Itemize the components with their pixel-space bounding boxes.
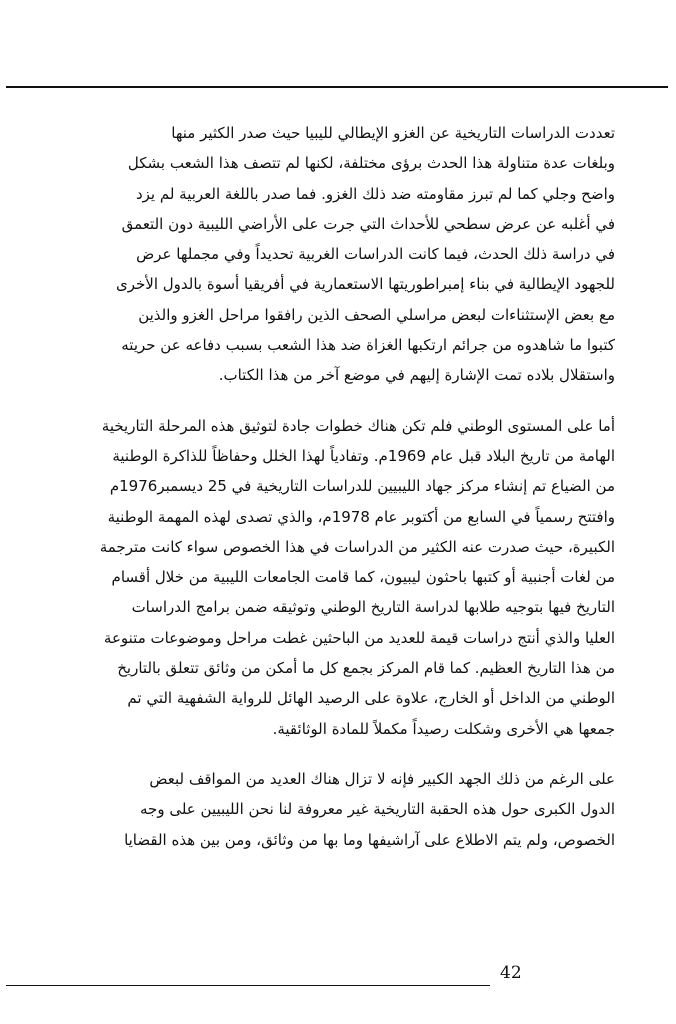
text-line: من لغات أجنبية أو كتبها باحثون ليبيون، كما قامت الجامعات الليبية من خلال أقسام [111,568,615,587]
text-line: أما على المستوى الوطني فلم تكن هناك خطوات جادة لتوثيق هذه المرحلة التاريخية [101,416,615,435]
text-line: واضح وجلي كما لم تبرز مقاومته ضد ذلك الغزو. فما صدر باللغة العربية لم يزد [135,184,615,203]
text-line: على الرغم من ذلك الجهد الكبير فإنه لا تزال هناك العديد من المواقف لبعض [149,769,615,788]
page-number: 42 [500,963,522,983]
text-line: للجهود الإيطالية في بناء إمبراطوريتها الاستعمارية في أفريقيا أسوة بالدول الأخرى [115,275,615,294]
text-line: كتبوا ما شاهدوه من جرائم ارتكبها الغزاة ضد هذا الشعب بسبب دفاعه عن حريته [121,336,615,355]
text-line: مع بعض الإستثناءات لبعض مراسلي الصحف الذين رافقوا مراحل الغزو والذين [138,305,615,324]
text-line: الدول الكبرى حول هذه الحقبة التاريخية غير معروفة لنا نحن الليبيين على وجه [140,800,615,819]
text-line: الوطني من الداخل أو الخارج، علاوة على الرصيد الهائل للرواية الشفهية التي تم [127,689,615,708]
text-line: العليا والذي أنتج دراسات قيمة للعديد من الباحثين غطت مراحل وموضوعات متنوعة [103,628,615,647]
paragraph-3 [55,764,615,855]
text-line: وبلغات عدة متناولة هذا الحدث برؤى مختلفة، لكنها لم تتصف هذا الشعب بشكل [127,154,615,173]
text-line: من هذا التاريخ العظيم. كما قام المركز بجمع كل ما أمكن من وثائق تتعلق بالتاريخ [117,659,615,678]
text-line: في دراسة ذلك الحدث، فيما كانت الدراسات الغربية تحديداً وفي مجملها عرض [136,245,615,264]
text-line: تعددت الدراسات التاريخية عن الغزو الإيطالي لليبيا حيث صدر الكثير منها [171,124,615,142]
body-text [55,118,615,855]
text-line: الكبيرة، حيث صدرت عنه الكثير من الدراسات في هذا الخصوص سواء كانت مترجمة [99,537,615,556]
text-line: الخصوص، ولم يتم الاطلاع على آراشيفها وما بها من وثائق، ومن بين هذه القضايا [124,830,615,849]
paragraph-1 [55,118,615,391]
text-line: التاريخ فيها بتوجيه طلابها لدراسة التاريخ الوطني وتوثيقه ضمن برامج الدراسات [131,598,615,617]
text-line: وافتتح رسمياً في السابع من أكتوبر عام 1978م، والذي تصدى لهذه المهمة الوطنية [107,507,615,526]
text-line: الهامة من تاريخ البلاد قبل عام 1969م. وتفادياً لهذا الخلل وحفاظاً للذاكرة الوطنية [112,446,615,465]
text-line: جمعها هي الأخرى وشكلت رصيداً مكملاً للمادة الوثائقية. [272,719,615,738]
text-line: من الضياع تم إنشاء مركز جهاد الليبيين للدراسات التاريخية في 25 ديسمبر1976م [109,477,615,496]
paragraph-2 [55,411,615,744]
text-line: واستقلال بلاده تمت الإشارة إليهم في موضع آخر من هذا الكتاب. [218,366,615,385]
header-rule [6,86,668,88]
text-line: في أغلبه عن عرض سطحي للأحداث التي جرت على الأراضي الليبية دون التعمق [121,214,615,233]
footer-rule [6,985,490,986]
